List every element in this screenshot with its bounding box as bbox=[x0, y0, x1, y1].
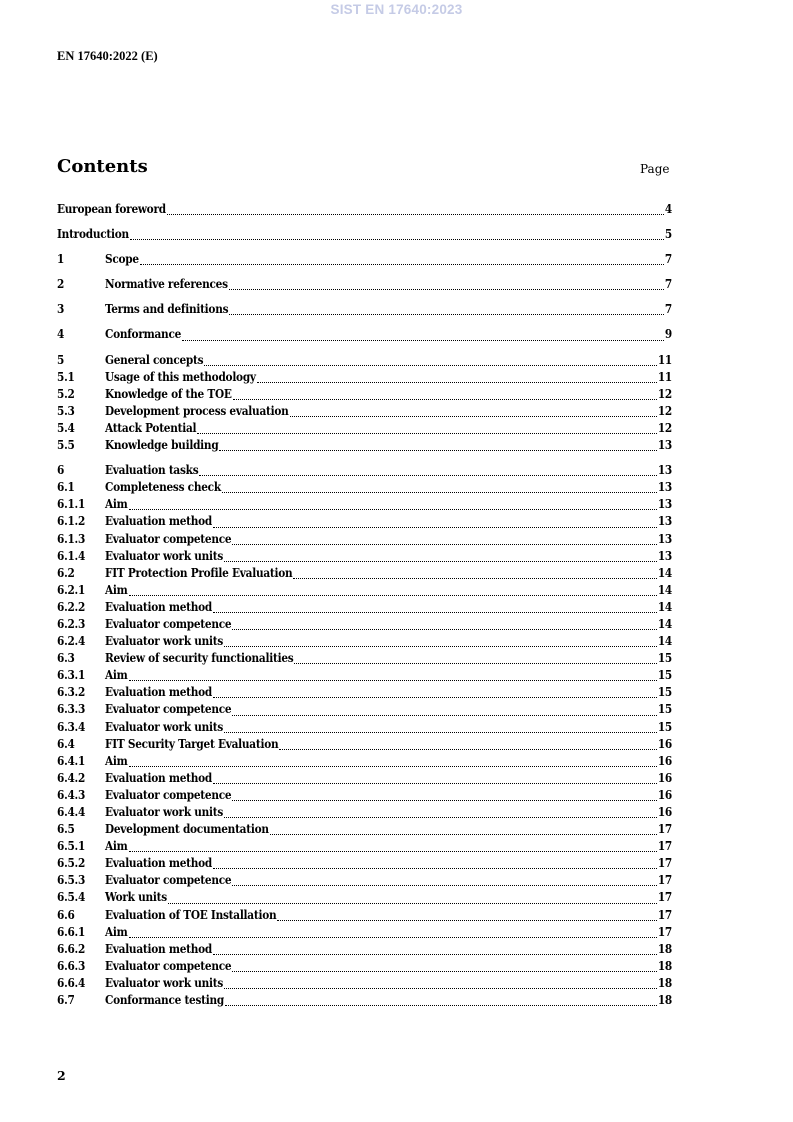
toc-entry-title: Evaluation method bbox=[105, 599, 212, 614]
toc-entry-page: 18 bbox=[657, 975, 672, 990]
toc-entry[interactable] bbox=[57, 941, 672, 958]
table-of-contents bbox=[57, 201, 672, 1009]
dot-leader bbox=[168, 891, 657, 904]
toc-entry[interactable] bbox=[57, 650, 672, 667]
toc-entry-number: 5.2 bbox=[57, 386, 75, 401]
toc-entry-title: Knowledge building bbox=[105, 438, 219, 453]
toc-entry-number: 6.6.3 bbox=[57, 958, 86, 973]
dot-leader bbox=[279, 737, 656, 750]
toc-entry[interactable] bbox=[57, 531, 672, 548]
contents-heading: Contents bbox=[57, 156, 148, 177]
toc-entry-page: 11 bbox=[657, 369, 672, 384]
toc-entry-title: Evaluator competence bbox=[105, 787, 232, 802]
dot-leader bbox=[197, 421, 657, 434]
dot-leader bbox=[199, 463, 657, 476]
toc-entry-number: 3 bbox=[57, 302, 65, 317]
dot-leader bbox=[270, 822, 657, 835]
toc-entry-title: Evaluator work units bbox=[105, 634, 224, 649]
toc-entry[interactable] bbox=[57, 838, 672, 855]
toc-entry-title: Aim bbox=[105, 839, 128, 854]
toc-entry-page: 13 bbox=[657, 548, 672, 563]
toc-entry-title: Scope bbox=[105, 252, 139, 267]
dot-leader bbox=[213, 856, 657, 869]
toc-entry[interactable] bbox=[57, 326, 672, 343]
toc-entry-page: 15 bbox=[657, 651, 672, 666]
toc-entry-number: 6.5.2 bbox=[57, 856, 86, 871]
dot-leader bbox=[229, 302, 664, 315]
toc-entry-number: 6 bbox=[57, 463, 65, 478]
toc-entry-title: Evaluation method bbox=[105, 685, 212, 700]
toc-entry-page: 16 bbox=[657, 753, 672, 768]
toc-entry-number: 6.2.3 bbox=[57, 616, 86, 631]
dot-leader bbox=[232, 532, 657, 545]
toc-entry-page: 14 bbox=[657, 634, 672, 649]
dot-leader bbox=[224, 549, 657, 562]
toc-entry-page: 13 bbox=[657, 463, 672, 478]
toc-entry-title: Evaluator work units bbox=[105, 719, 224, 734]
toc-entry[interactable] bbox=[57, 301, 672, 318]
toc-entry[interactable] bbox=[57, 872, 672, 889]
toc-entry-title: Completeness check bbox=[105, 480, 221, 495]
dot-leader bbox=[129, 497, 657, 510]
toc-entry-title: Aim bbox=[105, 753, 128, 768]
toc-entry-page: 17 bbox=[657, 856, 672, 871]
dot-leader bbox=[229, 277, 664, 290]
toc-entry-page: 12 bbox=[657, 420, 672, 435]
toc-entry[interactable] bbox=[57, 855, 672, 872]
toc-entry[interactable] bbox=[57, 276, 672, 293]
toc-entry[interactable] bbox=[57, 565, 672, 582]
dot-leader bbox=[213, 600, 657, 613]
toc-entry-page: 17 bbox=[657, 873, 672, 888]
toc-entry[interactable] bbox=[57, 479, 672, 496]
toc-entry-title: Evaluator work units bbox=[105, 805, 224, 819]
toc-entry-page: 18 bbox=[657, 941, 672, 956]
dot-leader bbox=[224, 805, 657, 818]
dot-leader bbox=[257, 370, 657, 383]
toc-entry-number: 6.4.3 bbox=[57, 787, 86, 802]
toc-entry-page: 13 bbox=[657, 514, 672, 529]
toc-entry-page: 13 bbox=[657, 480, 672, 495]
toc-entry-number: 6.5.4 bbox=[57, 890, 86, 905]
toc-entry-number: 5.3 bbox=[57, 403, 75, 418]
toc-entry[interactable] bbox=[57, 599, 672, 616]
dot-leader bbox=[167, 202, 664, 215]
toc-entry-page: 7 bbox=[664, 252, 672, 267]
toc-entry-title: Evaluation of TOE Installation bbox=[105, 907, 277, 922]
toc-entry-number: 6.6 bbox=[57, 907, 75, 922]
toc-entry[interactable] bbox=[57, 403, 672, 420]
toc-entry-number: 6.3.1 bbox=[57, 668, 86, 683]
toc-entry-page: 17 bbox=[657, 839, 672, 854]
toc-entry[interactable] bbox=[57, 787, 672, 804]
toc-entry-number: 6.1.1 bbox=[57, 497, 86, 512]
dot-leader bbox=[293, 566, 656, 579]
toc-entry-title: Terms and definitions bbox=[105, 302, 229, 317]
dot-leader bbox=[224, 976, 657, 989]
toc-entry-page: 18 bbox=[657, 993, 672, 1008]
dot-leader bbox=[224, 634, 657, 647]
toc-entry-number: 6.2.2 bbox=[57, 599, 86, 614]
toc-entry-number: 6.3.2 bbox=[57, 685, 86, 700]
toc-entry-title: Evaluator competence bbox=[105, 702, 232, 717]
toc-entry-page: 17 bbox=[657, 822, 672, 837]
toc-entry[interactable] bbox=[57, 226, 672, 243]
toc-entry[interactable] bbox=[57, 616, 672, 633]
toc-entry-page: 15 bbox=[657, 685, 672, 700]
toc-entry-title: FIT Protection Profile Evaluation bbox=[105, 565, 293, 580]
toc-entry[interactable] bbox=[57, 907, 672, 924]
toc-entry-number: 6.4.2 bbox=[57, 770, 86, 785]
toc-entry[interactable] bbox=[57, 719, 672, 736]
dot-leader bbox=[290, 404, 657, 417]
toc-entry-number: 6.5.3 bbox=[57, 873, 86, 888]
toc-entry[interactable] bbox=[57, 386, 672, 403]
toc-entry-number: 6.1 bbox=[57, 480, 75, 495]
toc-entry-number: 6.2 bbox=[57, 565, 75, 580]
toc-entry-number: 6.3.3 bbox=[57, 702, 86, 717]
toc-entry-title: Attack Potential bbox=[105, 420, 197, 435]
toc-entry-page: 7 bbox=[664, 277, 672, 292]
toc-entry-number: 6.1.4 bbox=[57, 548, 86, 563]
toc-entry-title: Evaluation method bbox=[105, 941, 212, 956]
dot-leader bbox=[232, 788, 657, 801]
toc-entry-title: Work units bbox=[105, 890, 167, 905]
toc-entry-page: 9 bbox=[664, 327, 672, 342]
toc-entry[interactable] bbox=[57, 667, 672, 684]
toc-entry-title: Evaluator work units bbox=[105, 548, 224, 563]
toc-entry-number: 6.7 bbox=[57, 993, 75, 1008]
toc-entry-number: 6.4.4 bbox=[57, 805, 86, 819]
dot-leader bbox=[213, 685, 657, 698]
toc-entry-number: 6.2.1 bbox=[57, 582, 86, 597]
toc-entry-page: 14 bbox=[657, 599, 672, 614]
toc-entry-page: 16 bbox=[657, 770, 672, 785]
toc-entry[interactable] bbox=[57, 975, 672, 992]
toc-entry-title: Evaluator competence bbox=[105, 531, 232, 546]
toc-entry-page: 4 bbox=[664, 202, 672, 216]
toc-entry[interactable] bbox=[57, 770, 672, 787]
dot-leader bbox=[129, 839, 657, 852]
toc-entry-number: 5.5 bbox=[57, 438, 75, 453]
toc-entry-page: 12 bbox=[657, 403, 672, 418]
dot-leader bbox=[129, 583, 657, 596]
toc-entry-number: 6.4 bbox=[57, 736, 75, 751]
toc-entry-title: Aim bbox=[105, 582, 128, 597]
dot-leader bbox=[233, 387, 657, 400]
dot-leader bbox=[129, 668, 657, 681]
toc-entry-number: 6.6.1 bbox=[57, 924, 86, 939]
toc-entry-title: Evaluation method bbox=[105, 770, 212, 785]
toc-entry-title: Evaluator competence bbox=[105, 873, 232, 888]
toc-entry[interactable] bbox=[57, 889, 672, 906]
dot-leader bbox=[140, 252, 664, 265]
dot-leader bbox=[213, 515, 657, 528]
page-column-label: Page bbox=[640, 162, 670, 176]
toc-entry[interactable] bbox=[57, 684, 672, 701]
toc-entry-number: 5 bbox=[57, 352, 65, 367]
toc-entry-number: 6.6.4 bbox=[57, 975, 86, 990]
dot-leader bbox=[204, 353, 657, 366]
dot-leader bbox=[277, 908, 656, 921]
toc-entry-title: Aim bbox=[105, 668, 128, 683]
toc-entry-title: Usage of this methodology bbox=[105, 369, 256, 384]
toc-entry[interactable] bbox=[57, 462, 672, 479]
toc-entry-page: 14 bbox=[657, 565, 672, 580]
toc-entry-number: 6.6.2 bbox=[57, 941, 86, 956]
toc-entry-title: Review of security functionalities bbox=[105, 651, 294, 666]
toc-entry[interactable] bbox=[57, 420, 672, 437]
toc-entry-page: 5 bbox=[664, 227, 672, 242]
toc-entry-page: 14 bbox=[657, 582, 672, 597]
toc-entry-page: 11 bbox=[657, 352, 672, 367]
toc-entry[interactable] bbox=[57, 496, 672, 513]
document-id: EN 17640:2022 (E) bbox=[57, 49, 158, 63]
toc-entry-page: 15 bbox=[657, 702, 672, 717]
toc-entry-number: 6.5 bbox=[57, 822, 75, 837]
toc-entry-page: 15 bbox=[657, 668, 672, 683]
toc-entry-page: 13 bbox=[657, 497, 672, 512]
toc-entry-title: Conformance testing bbox=[105, 993, 225, 1008]
toc-entry-number: 6.1.2 bbox=[57, 514, 86, 529]
toc-entry-title: Development documentation bbox=[105, 822, 269, 837]
toc-entry-page: 16 bbox=[657, 787, 672, 802]
dot-leader bbox=[294, 651, 656, 664]
toc-entry-title: Aim bbox=[105, 924, 128, 939]
toc-entry[interactable] bbox=[57, 513, 672, 530]
toc-entry[interactable] bbox=[57, 633, 672, 650]
toc-entry-number: 1 bbox=[57, 252, 65, 267]
dot-leader bbox=[225, 993, 657, 1006]
dot-leader bbox=[213, 771, 657, 784]
toc-entry[interactable] bbox=[57, 804, 672, 821]
dot-leader bbox=[213, 942, 657, 955]
toc-entry-page: 13 bbox=[657, 438, 672, 453]
toc-entry[interactable] bbox=[57, 548, 672, 565]
toc-entry[interactable] bbox=[57, 821, 672, 838]
toc-entry[interactable] bbox=[57, 251, 672, 268]
toc-entry-number: 2 bbox=[57, 277, 65, 292]
toc-entry[interactable] bbox=[57, 582, 672, 599]
toc-entry-number: 4 bbox=[57, 327, 65, 342]
toc-entry[interactable] bbox=[57, 753, 672, 770]
toc-entry-number: 6.2.4 bbox=[57, 634, 86, 649]
dot-leader bbox=[182, 328, 664, 341]
toc-entry-number: 6.5.1 bbox=[57, 839, 86, 854]
toc-entry-page: 13 bbox=[657, 531, 672, 546]
dot-leader bbox=[232, 959, 657, 972]
dot-leader bbox=[232, 873, 657, 886]
toc-entry-page: 16 bbox=[657, 736, 672, 751]
toc-entry[interactable] bbox=[57, 701, 672, 718]
toc-entry-page: 16 bbox=[657, 805, 672, 819]
toc-entry-page: 15 bbox=[657, 719, 672, 734]
dot-leader bbox=[232, 617, 657, 630]
toc-entry-number: 6.3.4 bbox=[57, 719, 86, 734]
toc-entry-page: 17 bbox=[657, 907, 672, 922]
toc-entry-title: Development process evaluation bbox=[105, 403, 289, 418]
dot-leader bbox=[224, 720, 657, 733]
toc-entry-page: 7 bbox=[664, 302, 672, 317]
toc-entry-title: Evaluator competence bbox=[105, 958, 232, 973]
toc-entry-number: 6.4.1 bbox=[57, 753, 86, 768]
toc-entry-number: 5.1 bbox=[57, 369, 75, 384]
toc-entry[interactable] bbox=[57, 992, 672, 1009]
toc-entry[interactable] bbox=[57, 736, 672, 753]
toc-entry-title: Evaluation method bbox=[105, 856, 212, 871]
toc-entry-title: Evaluation method bbox=[105, 514, 212, 529]
toc-entry-title: Conformance bbox=[105, 327, 182, 342]
toc-entry-page: 17 bbox=[657, 890, 672, 905]
toc-entry[interactable] bbox=[57, 958, 672, 975]
toc-entry-title: Normative references bbox=[105, 277, 228, 292]
toc-entry[interactable] bbox=[57, 352, 672, 369]
toc-entry-number: 5.4 bbox=[57, 420, 75, 435]
dot-leader bbox=[130, 227, 664, 240]
toc-entry[interactable] bbox=[57, 369, 672, 386]
toc-entry-title: Introduction bbox=[57, 227, 129, 242]
toc-entry-title: European foreword bbox=[57, 202, 166, 216]
toc-entry[interactable] bbox=[57, 924, 672, 941]
dot-leader bbox=[222, 480, 657, 493]
dot-leader bbox=[129, 754, 657, 767]
dot-leader bbox=[129, 925, 657, 938]
toc-entry-page: 18 bbox=[657, 958, 672, 973]
toc-entry[interactable] bbox=[57, 437, 672, 454]
footer-page-number: 2 bbox=[57, 1068, 66, 1083]
toc-entry-title: Aim bbox=[105, 497, 128, 512]
toc-entry-title: General concepts bbox=[105, 352, 204, 367]
dot-leader bbox=[232, 703, 657, 716]
toc-entry-title: Evaluation tasks bbox=[105, 463, 199, 478]
toc-entry-page: 14 bbox=[657, 616, 672, 631]
dot-leader bbox=[219, 438, 656, 451]
toc-entry-title: Evaluator work units bbox=[105, 975, 224, 990]
watermark: SIST EN 17640:2023 bbox=[330, 2, 463, 17]
toc-entry-number: 6.1.3 bbox=[57, 531, 86, 546]
toc-entry-page: 17 bbox=[657, 924, 672, 939]
toc-entry-number: 6.3 bbox=[57, 651, 75, 666]
toc-entry-title: FIT Security Target Evaluation bbox=[105, 736, 279, 751]
toc-entry-title: Knowledge of the TOE bbox=[105, 386, 232, 401]
toc-entry[interactable] bbox=[57, 201, 672, 218]
toc-entry-page: 12 bbox=[657, 386, 672, 401]
toc-entry-title: Evaluator competence bbox=[105, 616, 232, 631]
